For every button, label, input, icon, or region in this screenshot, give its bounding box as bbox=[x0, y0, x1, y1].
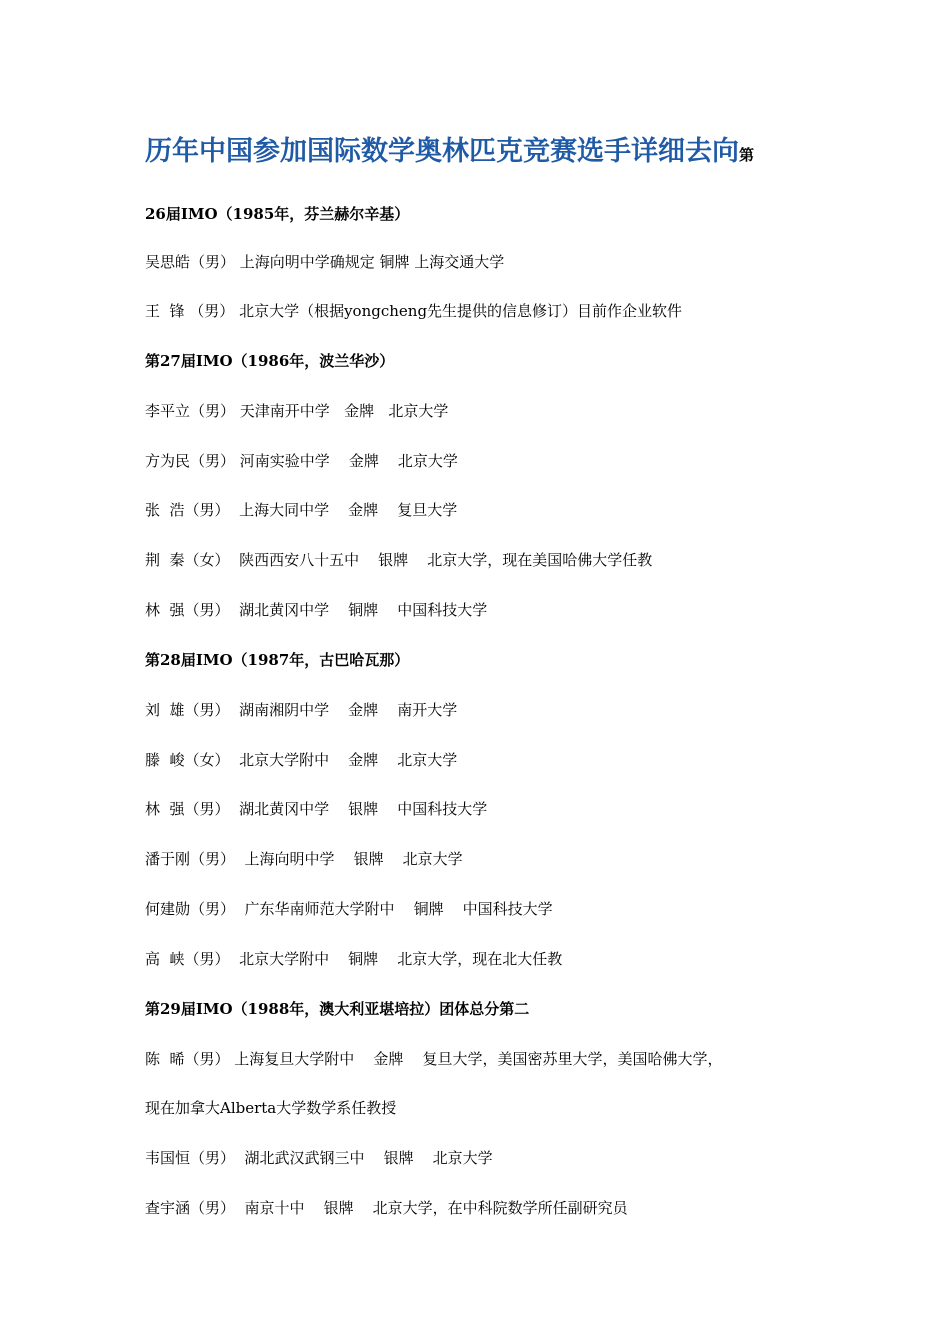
list-item: 王 锋 （男） 北京大学（根据yongcheng先生提供的信息修订）目前作企业软件 bbox=[145, 302, 683, 320]
list-item: 刘 雄（男） 湖南湘阴中学 金牌 南开大学 bbox=[145, 701, 458, 719]
list-item: 潘于刚（男） 上海向明中学 银牌 北京大学 bbox=[145, 850, 463, 868]
title-tail: 第 bbox=[739, 146, 755, 164]
list-item: 现在加拿大Alberta大学数学系任教授 bbox=[145, 1099, 397, 1117]
list-item: 张 浩（男） 上海大同中学 金牌 复旦大学 bbox=[145, 501, 458, 519]
list-item: 查宇涵（男） 南京十中 银牌 北京大学，在中科院数学所任副研究员 bbox=[145, 1199, 628, 1217]
page-title bbox=[145, 134, 905, 173]
list-item: 林 强（男） 湖北黄冈中学 银牌 中国科技大学 bbox=[145, 800, 488, 818]
list-item: 李平立（男） 天津南开中学 金牌 北京大学 bbox=[145, 402, 449, 420]
list-item: 何建勋（男） 广东华南师范大学附中 铜牌 中国科技大学 bbox=[145, 900, 553, 918]
section-heading: 第29届IMO（1988年，澳大利亚堪培拉）团体总分第二 bbox=[145, 1000, 530, 1018]
list-item: 吴思皓（男） 上海向明中学确规定 铜牌 上海交通大学 bbox=[145, 253, 505, 271]
title-text: 历年中国参加国际数学奥林匹克竞赛选手详细去向 bbox=[145, 136, 739, 167]
list-item: 韦国恒（男） 湖北武汉武钢三中 银牌 北京大学 bbox=[145, 1149, 493, 1167]
section-heading: 第27届IMO（1986年，波兰华沙） bbox=[145, 352, 395, 370]
list-item: 林 强（男） 湖北黄冈中学 铜牌 中国科技大学 bbox=[145, 601, 488, 619]
section-heading: 第28届IMO（1987年，古巴哈瓦那） bbox=[145, 651, 410, 669]
list-item: 滕 峻（女） 北京大学附中 金牌 北京大学 bbox=[145, 751, 458, 769]
list-item: 陈 晞（男） 上海复旦大学附中 金牌 复旦大学，美国密苏里大学，美国哈佛大学， bbox=[145, 1050, 723, 1068]
list-item: 方为民（男） 河南实验中学 金牌 北京大学 bbox=[145, 452, 458, 470]
list-item: 荆 秦（女） 陕西西安八十五中 银牌 北京大学，现在美国哈佛大学任教 bbox=[145, 551, 653, 569]
list-item: 高 峡（男） 北京大学附中 铜牌 北京大学，现在北大任教 bbox=[145, 950, 563, 968]
section-heading: 26届IMO（1985年，芬兰赫尔辛基） bbox=[145, 205, 410, 223]
